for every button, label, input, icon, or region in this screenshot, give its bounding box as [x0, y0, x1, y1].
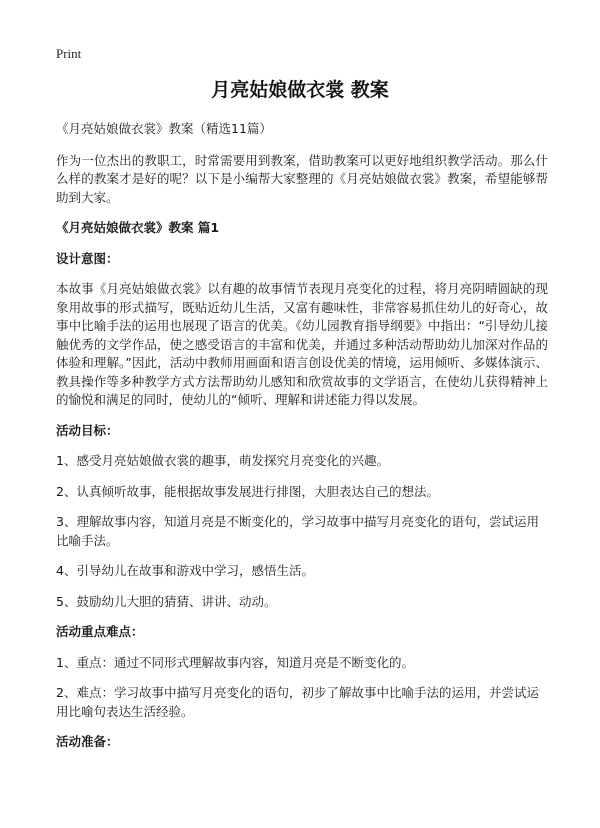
goals-heading: 活动目标：: [56, 422, 119, 438]
design-heading: 设计意图：: [56, 250, 119, 266]
document-subtitle: 《月亮姑娘做衣裳》教案（精选11篇）: [56, 121, 272, 136]
goal-item-4: 4、引导幼儿在故事和游戏中学习，感悟生活。: [56, 563, 314, 578]
prep-heading: 活动准备：: [56, 734, 119, 749]
goal-item-1: 1、感受月亮姑娘做衣裳的趣事，萌发探究月亮变化的兴趣。: [56, 453, 389, 468]
key-points-heading: 活动重点难点：: [56, 624, 144, 639]
section-title: 《月亮姑娘做衣裳》教案 篇1: [56, 220, 220, 235]
goal-item-2: 2、认真倾听故事，能根据故事发展进行排图，大胆表达自己的想法。: [56, 483, 439, 499]
document-body: [56, 120, 548, 764]
goal-item-5: 5、鼓励幼儿大胆的猜猜、讲讲、动动。: [56, 593, 277, 609]
goal-item-3: 3、理解故事内容，知道月亮是不断变化的，学习故事中描写月亮变化的语句，尝试运用比喻手法。: [56, 514, 539, 548]
page-title: 月亮姑娘做衣裳 教案: [211, 79, 389, 101]
intro-paragraph: 作为一位杰出的教职工，时常需要用到教案，借助教案可以更好地组织教学活动。那么什么样的教案才是好的呢？以下是小编帮大家整理的《月亮姑娘做衣裳》教案，希望能够帮助到大家。: [56, 152, 548, 205]
key-point-1: 1、重点：通过不同形式理解故事内容，知道月亮是不断变化的。: [56, 654, 414, 670]
design-paragraph: 本故事《月亮姑娘做衣裳》以有趣的故事情节表现月亮变化的过程，将月亮阴晴圆缺的现象用故事的形式描写，既贴近幼儿生活，又富有趣味性，非常容易抓住幼儿的好奇心，故事中比喻手法的运用也展现了语言的优美。《幼儿园教育指导纲要》中指出：“引导幼儿接触优秀的文学作品，使之感受语言的丰富和优美，并通过多种活动帮助幼儿加深对作品的体验和理解。”因此，活动中教师用画面和语言创设优美的情境，运用倾听、多媒体演示、教具操作等多种教学方式方法帮助幼儿感知和欣赏故事的文学语言，在使幼儿获得精神上的愉悦和满足的同时，使幼儿的“倾听、理解和讲述能力得以发展。: [56, 281, 548, 407]
print-link[interactable]: Print: [56, 46, 82, 61]
key-point-2: 2、难点：学习故事中描写月亮变化的语句，初步了解故事中比喻手法的运用，并尝试运用比喻句表达生活经验。: [56, 685, 539, 719]
